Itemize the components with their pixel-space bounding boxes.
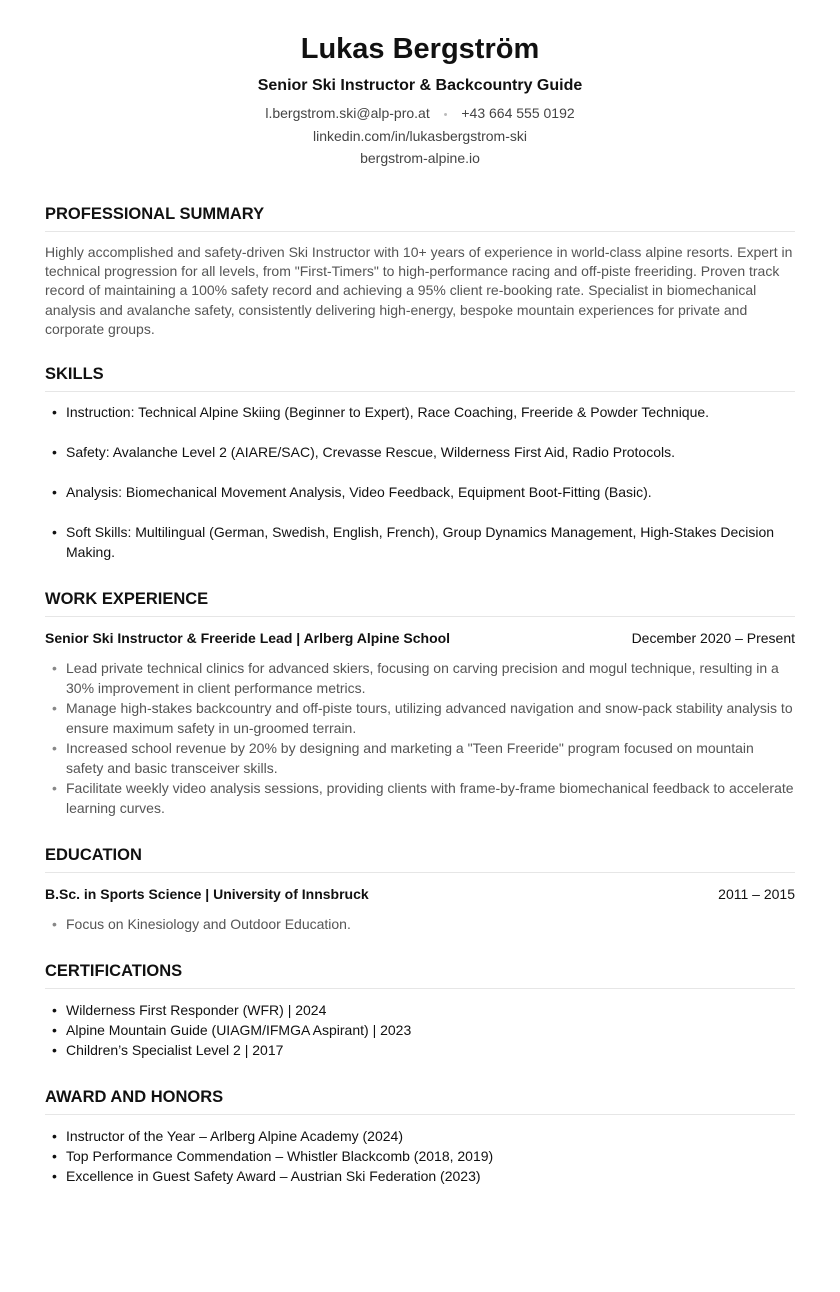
award-text: Top Performance Commendation – Whistler Blackcomb (2018, 2019) (66, 1148, 494, 1165)
award-text: Excellence in Guest Safety Award – Austrian Ski Federation (2023) (66, 1168, 481, 1185)
job-title: Senior Ski Instructor & Freeride Lead | Arlberg Alpine School (45, 630, 451, 647)
certifications-section (45, 961, 795, 1060)
list-item (45, 778, 795, 818)
list-item (45, 1000, 795, 1020)
section-heading: SKILLS (45, 364, 795, 392)
education-bullet-text: Focus on Kinesiology and Outdoor Education. (66, 916, 351, 933)
job-bullets (45, 658, 795, 818)
candidate-title: Senior Ski Instructor & Backcountry Guide (257, 77, 583, 94)
summary-text: Highly accomplished and safety-driven Ski Instructor with 10+ years of experience in world-class alpine resorts. Expert in technical progression for all levels, from "First-Timers" to high-performance racing and off-piste freeriding. Proven track record of maintaining a 100% safety record and achieving a 95% client re-booking rate. Specialist in biomechanical analysis and avalanche safety, consistently delivering high-energy, bespoke mountain experiences for private and corporate groups. (45, 244, 793, 337)
skill-text: Soft Skills: Multilingual (German, Swedish, English, French), Group Dynamics Management, High-Stakes Decision Making. (66, 524, 775, 561)
work-experience-section (45, 589, 795, 818)
website-link[interactable]: bergstrom-alpine.io (360, 150, 480, 166)
summary-section (45, 204, 795, 339)
education-bullets (45, 914, 795, 934)
bullet-icon: • (52, 484, 57, 501)
bullet-icon: • (52, 916, 57, 933)
education-section (45, 845, 795, 934)
skills-list (45, 402, 795, 562)
award-text: Instructor of the Year – Arlberg Alpine Academy (2024) (66, 1128, 403, 1145)
bullet-icon: • (52, 700, 57, 717)
education-date: 2011 – 2015 (718, 886, 795, 903)
section-heading: WORK EXPERIENCE (45, 589, 795, 617)
list-item (45, 1040, 795, 1060)
job-bullet-text: Lead private technical clinics for advanced skiers, focusing on carving precision and mogul technique, resulting in a 30% improvement in client performance metrics. (66, 660, 779, 697)
list-item (45, 522, 795, 562)
awards-section (45, 1087, 795, 1186)
bullet-icon: • (52, 780, 57, 797)
candidate-name: Lukas Bergström (300, 33, 540, 65)
linkedin-link[interactable]: linkedin.com/in/lukasbergstrom-ski (313, 128, 527, 144)
email-link[interactable]: l.bergstrom.ski@alp-pro.at (265, 105, 430, 121)
certification-text: Alpine Mountain Guide (UIAGM/IFMGA Aspirant) | 2023 (66, 1022, 412, 1039)
list-item (45, 442, 795, 462)
job-bullet-text: Facilitate weekly video analysis sessions, providing clients with frame-by-frame biomechanical feedback to accelerate learning curves. (66, 780, 794, 817)
bullet-icon: • (52, 1128, 57, 1145)
phone-link[interactable]: +43 664 555 0192 (461, 105, 575, 121)
list-item (45, 1166, 795, 1186)
bullet-icon: • (52, 1002, 57, 1019)
certifications-list (45, 1000, 795, 1060)
awards-list (45, 1126, 795, 1186)
section-heading: EDUCATION (45, 845, 795, 873)
list-item (45, 738, 795, 778)
section-heading: CERTIFICATIONS (45, 961, 795, 989)
list-item (45, 482, 795, 502)
job-header (45, 629, 795, 647)
bullet-icon: • (52, 1042, 57, 1059)
job-bullet-text: Manage high-stakes backcountry and off-piste tours, utilizing advanced navigation and snow-pack stability analysis to ensure maximum safety in un-groomed terrain. (66, 700, 793, 737)
list-item (45, 914, 795, 934)
bullet-icon: • (52, 404, 57, 421)
list-item (45, 1126, 795, 1146)
certification-text: Children’s Specialist Level 2 | 2017 (66, 1042, 284, 1059)
list-item (45, 1146, 795, 1166)
skills-section (45, 364, 795, 562)
contact-separator: • (443, 109, 448, 121)
certification-text: Wilderness First Responder (WFR) | 2024 (66, 1002, 327, 1019)
skill-text: Safety: Avalanche Level 2 (AIARE/SAC), Crevasse Rescue, Wilderness First Aid, Radio Protocols. (66, 444, 675, 461)
education-header (45, 885, 795, 903)
contact-row (45, 104, 795, 124)
degree-title: B.Sc. in Sports Science | University of Innsbruck (45, 886, 369, 903)
bullet-icon: • (52, 1148, 57, 1165)
list-item (45, 402, 795, 422)
section-heading: AWARD AND HONORS (45, 1087, 795, 1115)
bullet-icon: • (52, 1022, 57, 1039)
bullet-icon: • (52, 660, 57, 677)
section-heading: PROFESSIONAL SUMMARY (45, 204, 795, 232)
list-item (45, 698, 795, 738)
job-bullet-text: Increased school revenue by 20% by designing and marketing a "Teen Freeride" program focused on mountain safety and basic transceiver skills. (66, 740, 754, 777)
bullet-icon: • (52, 740, 57, 757)
list-item (45, 1020, 795, 1040)
job-date: December 2020 – Present (631, 630, 795, 647)
bullet-icon: • (52, 444, 57, 461)
list-item (45, 658, 795, 698)
bullet-icon: • (52, 524, 57, 541)
skill-text: Analysis: Biomechanical Movement Analysis, Video Feedback, Equipment Boot-Fitting (Basic). (66, 484, 652, 501)
resume-header (45, 0, 795, 167)
skill-text: Instruction: Technical Alpine Skiing (Beginner to Expert), Race Coaching, Freeride & Powder Technique. (66, 404, 710, 421)
bullet-icon: • (52, 1168, 57, 1185)
